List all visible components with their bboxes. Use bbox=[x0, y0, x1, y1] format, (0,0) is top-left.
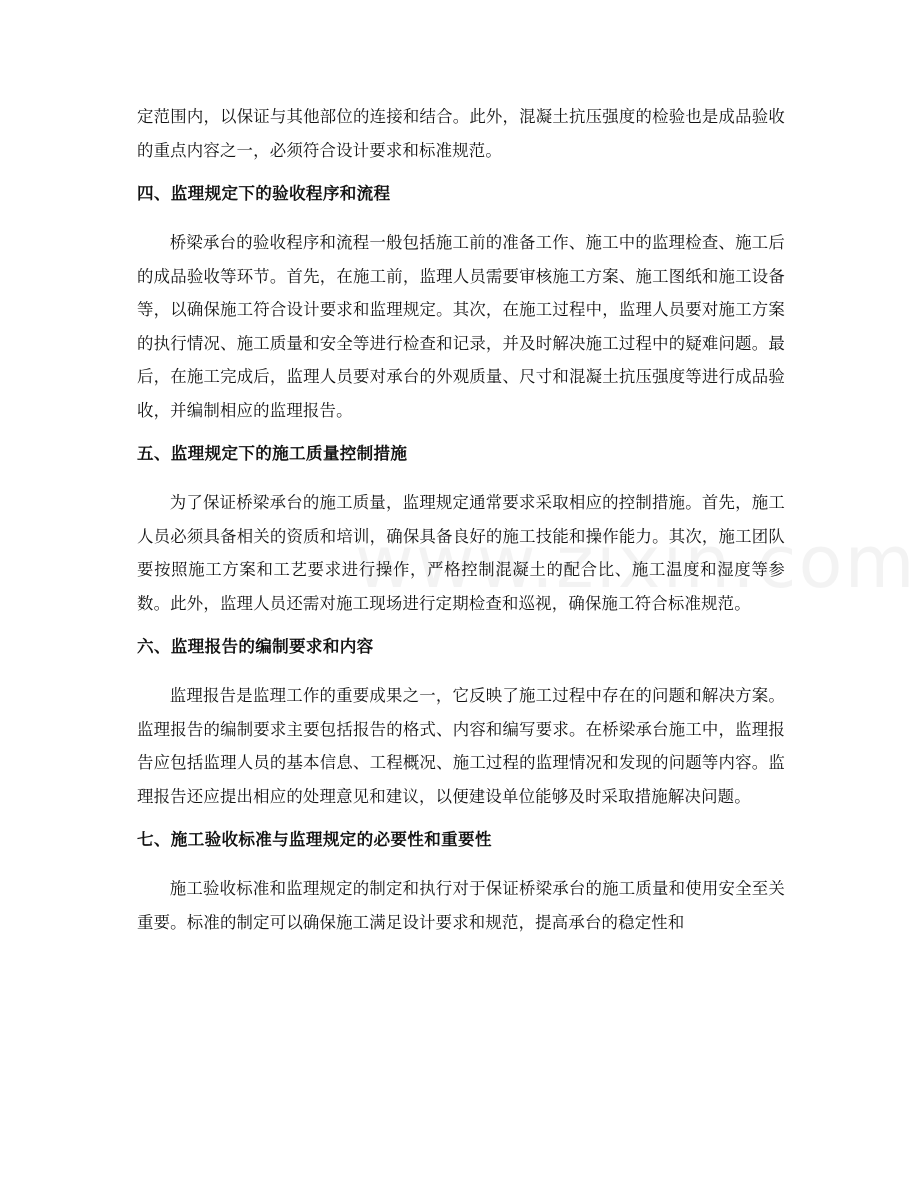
section-heading-5: 五、监理规定下的施工质量控制措施 bbox=[137, 444, 408, 463]
section-heading-4: 四、监理规定下的验收程序和流程 bbox=[137, 184, 391, 203]
paragraph-section-7: 施工验收标准和监理规定的制定和执行对于保证桥梁承台的施工质量和使用安全至关重要。标准的制定可以确保施工满足设计要求和规范，提高承台的稳定性和 bbox=[137, 879, 785, 932]
paragraph-section-6: 监理报告是监理工作的重要成果之一，它反映了施工过程中存在的问题和解决方案。监理报告的编制要求主要包括报告的格式、内容和编写要求。在桥梁承台施工中，监理报告应包括监理人员的基本信息、工程概况、施工过程的监理情况和发现的问题等内容。监理报告还应提出相应的处理意见和建议，以便建设单位能够及时采取措施解决问题。 bbox=[137, 686, 785, 806]
paragraph-intro-continuation: 定范围内，以保证与其他部位的连接和结合。此外，混凝土抗压强度的检验也是成品验收的重点内容之一，必须符合设计要求和标准规范。 bbox=[137, 107, 785, 160]
paragraph-section-4: 桥梁承台的验收程序和流程一般包括施工前的准备工作、施工中的监理检查、施工后的成品验收等环节。首先，在施工前，监理人员需要审核施工方案、施工图纸和施工设备等，以确保施工符合设计要求和监理规定。其次，在施工过程中，监理人员要对施工方案的执行情况、施工质量和安全等进行检查和记录，并及时解决施工过程中的疑难问题。最后，在施工完成后，监理人员要对承台的外观质量、尺寸和混凝土抗压强度等进行成品验收，并编制相应的监理报告。 bbox=[137, 233, 785, 420]
document-body bbox=[137, 100, 785, 939]
section-heading-6: 六、监理报告的编制要求和内容 bbox=[137, 637, 374, 656]
paragraph-section-5: 为了保证桥梁承台的施工质量，监理规定通常要求采取相应的控制措施。首先，施工人员必须具备相关的资质和培训，确保具备良好的施工技能和操作能力。其次，施工团队要按照施工方案和工艺要求进行操作，严格控制混凝土的配合比、施工温度和湿度等参数。此外，监理人员还需对施工现场进行定期检查和巡视，确保施工符合标准规范。 bbox=[137, 493, 785, 613]
section-heading-7: 七、施工验收标准与监理规定的必要性和重要性 bbox=[137, 830, 492, 849]
